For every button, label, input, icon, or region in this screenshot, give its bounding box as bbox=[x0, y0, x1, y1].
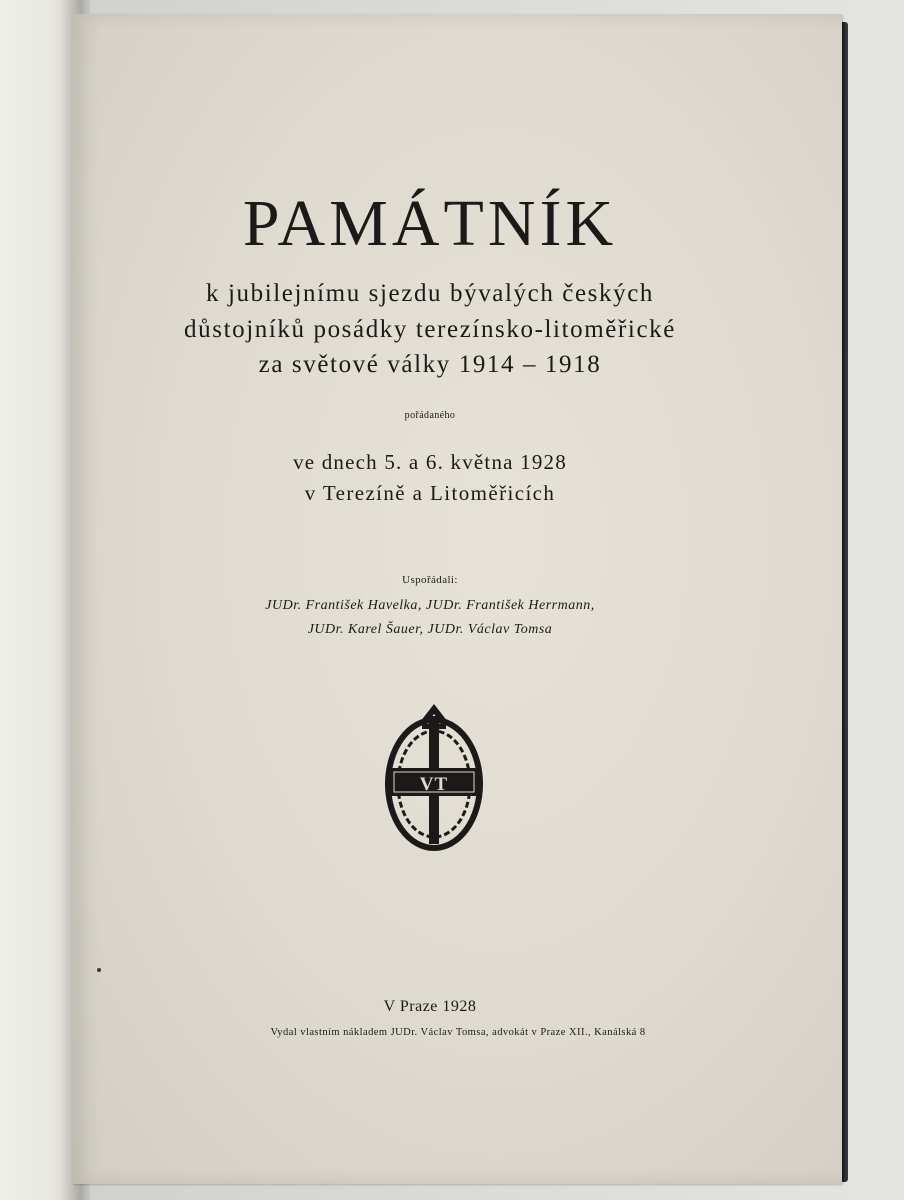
vt-emblem-icon bbox=[382, 702, 486, 854]
subtitle-line-3: za světové války 1914 – 1918 bbox=[258, 351, 602, 378]
title-page bbox=[72, 14, 842, 1184]
organizers-line-2: JUDr. Karel Šauer, JUDr. Václav Tomsa bbox=[307, 622, 553, 637]
subtitle-line-2: důstojníků posádky terezínsko-litoměřické bbox=[184, 316, 676, 343]
date-line-2: v Terezíně a Litoměřicích bbox=[304, 481, 556, 505]
publisher-line: Vydal vlastním nákladem JUDr. Václav Tomsa, advokát v Praze XII., Kanálská 8 bbox=[270, 1027, 646, 1038]
paper-speck bbox=[97, 968, 101, 972]
poradaneho-text: pořádaného bbox=[404, 410, 456, 421]
title-page-content bbox=[72, 14, 842, 1184]
emblem-text: VT bbox=[419, 774, 449, 795]
organizers-label: Uspořádali: bbox=[402, 574, 458, 586]
organizers-line-1: JUDr. František Havelka, JUDr. František Herrmann, bbox=[265, 598, 595, 613]
date-line-1: ve dnech 5. a 6. května 1928 bbox=[293, 450, 567, 474]
place-year: V Praze 1928 bbox=[383, 998, 477, 1015]
subtitle-line-1: k jubilejnímu sjezdu bývalých českých bbox=[206, 280, 654, 307]
page-title: PAMÁTNÍK bbox=[242, 187, 618, 260]
